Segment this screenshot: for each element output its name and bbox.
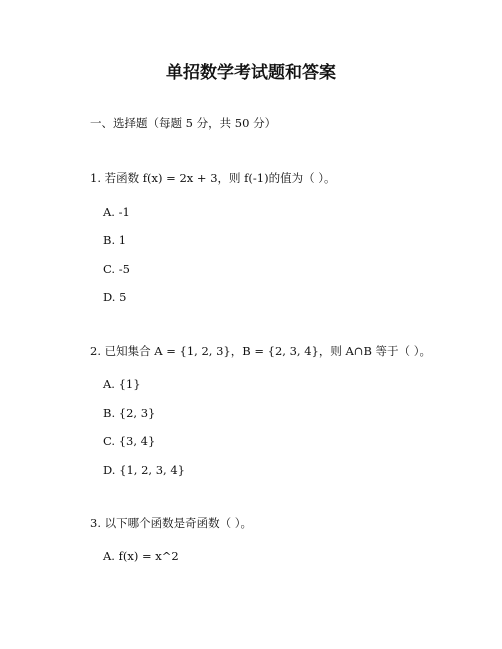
question-1-option-c: C. -5	[103, 262, 130, 276]
section-heading: 一、选择题（每题 5 分，共 50 分）	[90, 116, 277, 130]
question-3-stem: 3. 以下哪个函数是奇函数（ ）。	[90, 516, 253, 530]
question-2-option-d: D. {1, 2, 3, 4}	[103, 463, 185, 477]
question-1-option-d: D. 5	[103, 290, 127, 304]
question-2-option-a: A. {1}	[103, 377, 141, 391]
question-2-option-b: B. {2, 3}	[103, 406, 156, 420]
question-2-stem: 2. 已知集合 A = {1, 2, 3}，B = {2, 3, 4}，则 A∩B 等于（ ）。	[90, 344, 431, 358]
question-1-stem: 1. 若函数 f(x) = 2x + 3，则 f(-1)的值为（ ）。	[90, 171, 336, 185]
question-1-option-b: B. 1	[103, 233, 127, 247]
question-3-option-a: A. f(x) = x^2	[103, 549, 179, 563]
document-title: 单招数学考试题和答案	[166, 63, 336, 83]
question-2-option-c: C. {3, 4}	[103, 434, 156, 448]
question-1-option-a: A. -1	[103, 205, 130, 219]
